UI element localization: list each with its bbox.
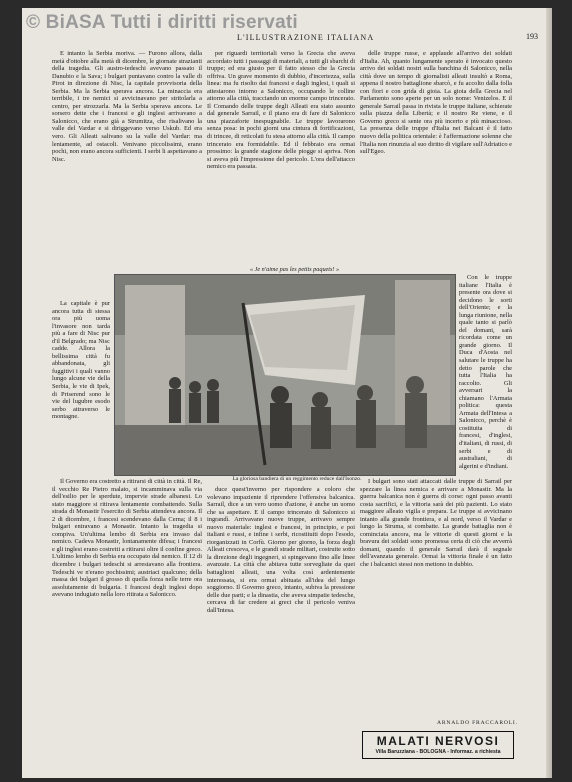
column-2-bottom-text: duce quest'inverno per rispondere a coloro che volevano impaziente il riprendere l'offensiva balcanica. Sarrail, dice a un vero uomo d'azione, è anche un uomo che sa aspettare. E il campo trincerato di Salonicco si ingrandì. Arrivavano nuove truppe, arrivavo sempre nuovo materiale: inglesi e francesi, in principio, e poi italiani e russi, e infine i serbi, ricostituiti dopo l'esodo, riorganizzati in Corfù. Giorno per giorno, la forza degli Alleati cresceva, e le grandi strade militari, costruite sotto la direzione degli ingegneri, si spingevano fino alle linee avanzate. La città che abitava tutte sorvegliate da quei battaglioni alleati, una volta così ardentemente interessata, si era ormai abituata all'idea del lungo soggiorno. Il Governo greco, intanto, subiva la pressione delle due parti; e la dinastia, che aveva simpatie tedesche, cercava di far credere ai greci che il pericolo veniva dall'Intesa. xyxy=(207,486,355,614)
column-3-narrow-text: Con le truppe italiane l'Italia è presente ora dove si decidono le sorti dell'Oriente; e la lunga riunione, nella quale tanto si parlò del domani, sarà ricordata come un grande giorno. Il Duca d'Aosta nel salutare le truppe ha detto parole che tutta l'Italia ha raccolto. Gli avversari la chiamano l'Armata politica: questa Armata dell'Intesa a Salonicco, perchè è costituita di francesi, d'inglesi, d'italiani, di russi, di serbi e di australiani, di algerini e d'indiani. xyxy=(459,274,512,470)
advertisement-title: MALATI NERVOSI xyxy=(376,734,500,748)
advertisement-box xyxy=(362,731,514,759)
column-3-bottom xyxy=(360,478,512,726)
column-3-top xyxy=(360,50,512,272)
running-title: L'ILLUSTRAZIONE ITALIANA xyxy=(237,33,375,42)
column-3-narrow xyxy=(459,274,512,477)
column-1-bottom xyxy=(52,478,202,768)
scan-page-edge xyxy=(546,8,552,778)
advertisement-line: Villa Baruzziana - BOLOGNA - Informaz. a richiesta xyxy=(375,749,501,755)
column-3-top-text: delle truppe russe, e applaude all'arrivo dei soldati d'Italia. Ah, quanto lungamente sperato è invocato questo arrivo dei soldati nostri sulla banchina di Salonicco, nella città dove un tempo di giornalisti alleati insultò a Roma, appena il nostro battaglione sbarcò, e fu accolto dalla folla con fiori e con grida di gioia. La gioia della Grecia nel Parlamento sono aperte per un solo nome: Venizelos. E il generale Sarrail passa in rivista le truppe italiane, schierate sulla piazza della Libertà; e il nostro Re viene, e il Governo greco si sente ora più incerto e più minaccioso. La presenza delle truppe d'Italia nei Balcani è il fatto nuovo della politica orientale: è l'affermazione solenne che l'Italia non rinunzia al suo diritto di vigilare sull'Adriatico e sull'Egeo. xyxy=(360,50,512,156)
magazine-page xyxy=(22,8,552,778)
page-number: 193 xyxy=(526,32,538,41)
column-2-top-text: per riguardi territoriali verso la Grecia che aveva accordato tutti i passaggi di materiali, a tutti gli sbarchi di truppe; ed era giusto per il fatto stesso che la Grecia offriva. Un grave momento di dubbio, d'incertezza, sulla linea: ma fu risolto dai francesi e dagli inglesi, i quali si attestarono intorno a Salonicco, occupando le colline attorno alla città, tracciando un enorme campo trincerato. Il Comando delle truppe degli Alleati era stato assunto dal generale Sarrail, e il piano era di fare di Salonicco una piazzaforte inespugnabile. Le truppe lavorarono senza posa: in pochi giorni una cintura di fortificazioni, di trincee, di reticolati fu stesa attorno alla città. Il campo trincerato era formidabile. Ed il febbraio era ormai prossimo: la grande stagione delle piogge si apriva. Non si aveva più l'impressione del pericolo. L'ora dell'attacco nemico era passata. xyxy=(207,50,355,171)
column-1-top xyxy=(52,50,202,298)
column-1-top-text: E intanto la Serbia moriva. — Furono allora, dalla metà d'ottobre alla metà di dicembre, le giornate strazianti della tragedia. Gli austro-tedeschi avevano passato il Danubio e la Sava; i bulgari puntavano contro la valle di Pirot in direzione di Nisc, la capitale provvisoria della Serbia. Ma la Serbia sperava ancora. La minaccia era terribile, i tre nemici si avvicinavano per stritolarla a centro, per strozzarla. Ma la Serbia sperava ancora. Le sorsero dette che i francesi e gli inglesi arrivavano a Salonicco, che erano già a Strumitza, che risalivano la valle del Vardar e si diriggevano verso Uskub. Ed era vero. Gli Alleati salivano su la valle del Vardar: ma lentamente, ad ostacoli. Venivano piccolissimi, erano pochi, non erano ancora sufficienti. I serbi li aspettavano a Nisc. xyxy=(52,50,202,163)
column-1-narrow xyxy=(52,300,110,478)
copyright-watermark: © BiASA Tutti i diritti riservati xyxy=(26,12,298,33)
author-signature: ARNALDO FRACCAROLI. xyxy=(437,720,518,726)
column-1-narrow-text: La capitale è pur ancora tutta di stessa ora più uoma l'invasore non tarda più a fare di Nisc pur d'il Belgrado; ma Nisc cadde. Allora la bellissima città fu abbandonata, gli fuggitivi i quali vanno lungo alcune vie della Serbia, le vie di Ipek, di Priserend sono le vie del lugubre esodo serbo attraverso le montagne. xyxy=(52,300,110,421)
column-1-bottom-text: Il Governo era costretto a ritirarsi di città in città. Il Re, il vecchio Re Pietro malato, si incamminava sulla via dell'esilio per le sperdute, impervie strade albanesi. Lo stato maggiore si ritirava lentamente combattendo. Sulla strada di Monastir l'esercito di Serbia attendeva ancora. Il 2 di dicembre, i francesi scendevano dalla Cerna; il 8 i bulgari entravano a Monastir. Intanto la tragedia si compiva. Un'ultima lembo di Serbia era invaso dal nemico. Cadeva Monastir, lontanamente difesa; i francesi e gli inglesi erano costretti a ritirarsi oltre il confine greco. L'ultimo lembo di Serbia era occupato dal nemico. Il 12 di dicembre i bulgari tedeschi si arrestavano alla frontiera. Tedeschi ve n'erano pochissimi; austriaci qualcuno; della massa dei bulgari il grosso di quella forza nelle terre ora assolutamente di bulgaria. I francesi degli inglesi dopo avevano indugiato nella loro ritirata a Salonicco. xyxy=(52,478,202,599)
photograph-regiment-flag xyxy=(114,274,456,476)
column-3-bottom-text: I bulgari sono stati attaccati dalle truppe di Sarrail per spezzare la linea nemica e arrivare a Monastir. Ma la guerra balcanica non è guerra di corse: ogni passo avanti costa sacrifici, e la vittoria sarà dei più pazienti. Lo stato maggiore alleato vigila e prepara. Le truppe si avvicinano intanto alla grande frontiera, e al nord, verso il Vardar e lungo la Struma, si combatte. La grande battaglia non è cominciata ancora, ma le vittorie di questi giorni e la bravura dei soldati sono promessa certa di ciò che avverrà domani, quando il generale Sarrail darà il segnale dell'avanzata generale. Ormai la vittoria finale è un fatto che i balcanici stessi non mettono in dubbio. xyxy=(360,478,512,569)
column-2-top xyxy=(207,50,355,268)
photo-caption: La gloriosa bandiera di un reggimento reduce dall'Isonzo. xyxy=(232,476,362,482)
photograph-illustration xyxy=(115,275,455,475)
pull-quote: « Je n'aime pas les petits paquets! » xyxy=(250,266,340,273)
column-2-bottom xyxy=(207,486,355,771)
